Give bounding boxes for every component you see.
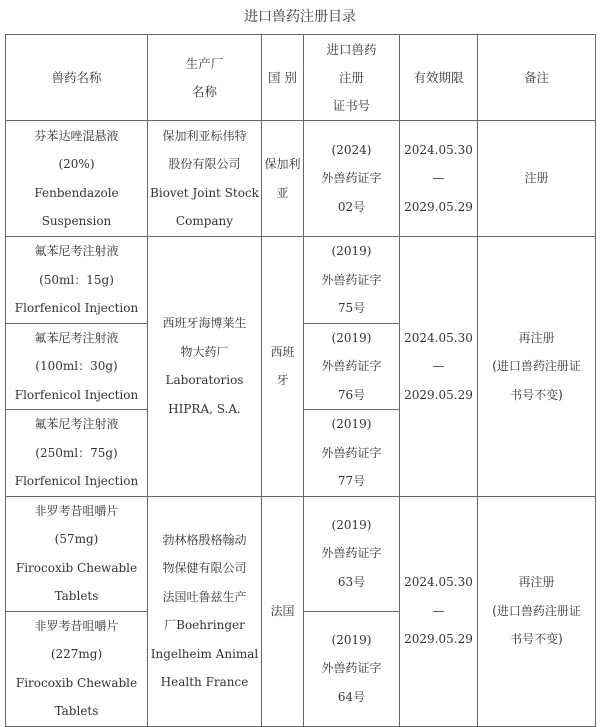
country-cell: 西班 牙	[262, 237, 304, 497]
manufacturer-cell: 勃林格殷格翰动 物保健有限公司 法国吐鲁兹生产 厂Boehringer Ingelheim Animal Health France	[148, 496, 262, 726]
certificate-cell: (2024) 外兽药证字 02号	[304, 121, 400, 237]
page-title: 进口兽药注册目录	[244, 9, 356, 25]
table-row	[6, 237, 596, 324]
certificate-cell: (2019) 外兽药证字 75号	[304, 237, 400, 324]
validity-cell: 2024.05.30 — 2029.05.29	[400, 237, 478, 497]
header-remark: 备注	[478, 35, 596, 121]
drug-name-cell: 氟苯尼考注射液 (250ml：75g) Florfenicol Injection	[6, 410, 148, 497]
header-validity: 有效期限	[400, 35, 478, 121]
drug-name-cell: 氟苯尼考注射液 (100ml：30g) Florfenicol Injection	[6, 323, 148, 410]
drug-name-cell: 非罗考昔咀嚼片 (227mg) Firocoxib Chewable Tablets	[6, 611, 148, 726]
drug-name-cell: 氟苯尼考注射液 (50ml：15g) Florfenicol Injection	[6, 237, 148, 324]
remark-cell: 注册	[478, 121, 596, 237]
remark-cell: 再注册 (进口兽药注册证 书号不变)	[478, 496, 596, 726]
drug-name-cell: 非罗考昔咀嚼片 (57mg) Firocoxib Chewable Tablets	[6, 496, 148, 611]
remark-cell: 再注册 (进口兽药注册证 书号不变)	[478, 237, 596, 497]
certificate-cell: (2019) 外兽药证字 76号	[304, 323, 400, 410]
drug-registration-table	[5, 34, 596, 727]
certificate-cell: (2019) 外兽药证字 77号	[304, 410, 400, 497]
header-country: 国 别	[262, 35, 304, 121]
header-manufacturer: 生产厂 名称	[148, 35, 262, 121]
validity-cell: 2024.05.30 — 2029.05.29	[400, 121, 478, 237]
certificate-cell: (2019) 外兽药证字 64号	[304, 611, 400, 726]
manufacturer-cell: 保加利亚标伟特 股份有限公司 Biovet Joint Stock Company	[148, 121, 262, 237]
manufacturer-cell: 西班牙海博莱生 物大药厂 Laboratorios HIPRA, S.A.	[148, 237, 262, 497]
header-drug-name: 兽药名称	[6, 35, 148, 121]
country-cell: 保加利 亚	[262, 121, 304, 237]
header-certificate: 进口兽药 注册 证书号	[304, 35, 400, 121]
certificate-cell: (2019) 外兽药证字 63号	[304, 496, 400, 611]
country-cell: 法国	[262, 496, 304, 726]
table-header-row	[6, 35, 596, 121]
drug-name-cell: 芬苯达唑混悬液 (20%) Fenbendazole Suspension	[6, 121, 148, 237]
validity-cell: 2024.05.30 — 2029.05.29	[400, 496, 478, 726]
table-row	[6, 496, 596, 611]
table-row	[6, 121, 596, 237]
